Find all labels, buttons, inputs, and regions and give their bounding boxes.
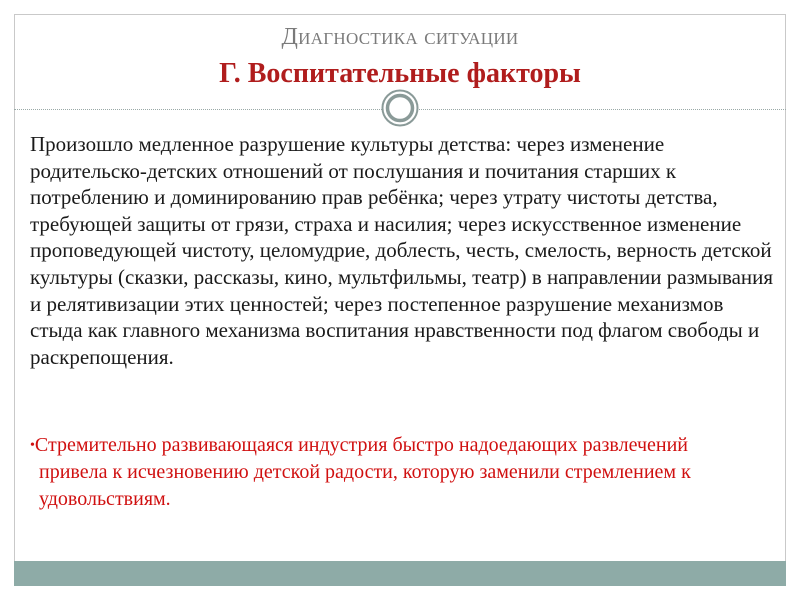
- bullet-item: [30, 432, 759, 512]
- double-circle-icon: [381, 89, 419, 127]
- slide-title: Диагностика ситуации: [281, 24, 519, 50]
- body-paragraph: Произошло медленное разрушение культуры детства: через изменение родительско-детских отношений от послушания и почитания старших к потреблению и доминированию прав ребёнка; через утрату чистоты детства, требующей защиты от грязи, страха и насилия; через искусственное изменение проповедующей чистоту, целомудрие, доблесть, честь, смелость, верность детской культуры (сказки, рассказы, кино, мультфильмы, театр) в направлении размывания и релятивизации этих ценностей; через постепенное разрушение механизмов стыда как главного механизма воспитания нравственности под флагом свободы и раскрепощения.: [30, 132, 774, 369]
- slide-subtitle: Г. Воспитательные факторы: [219, 58, 581, 89]
- bullet-marker: •: [30, 438, 35, 453]
- footer-accent-bar: [14, 561, 786, 586]
- bullet-item-text: Стремительно развивающаяся индустрия быстро надоедающих развлечений привела к исчезновению детской радости, которую заменили стремлением к удовольствиям.: [34, 434, 691, 510]
